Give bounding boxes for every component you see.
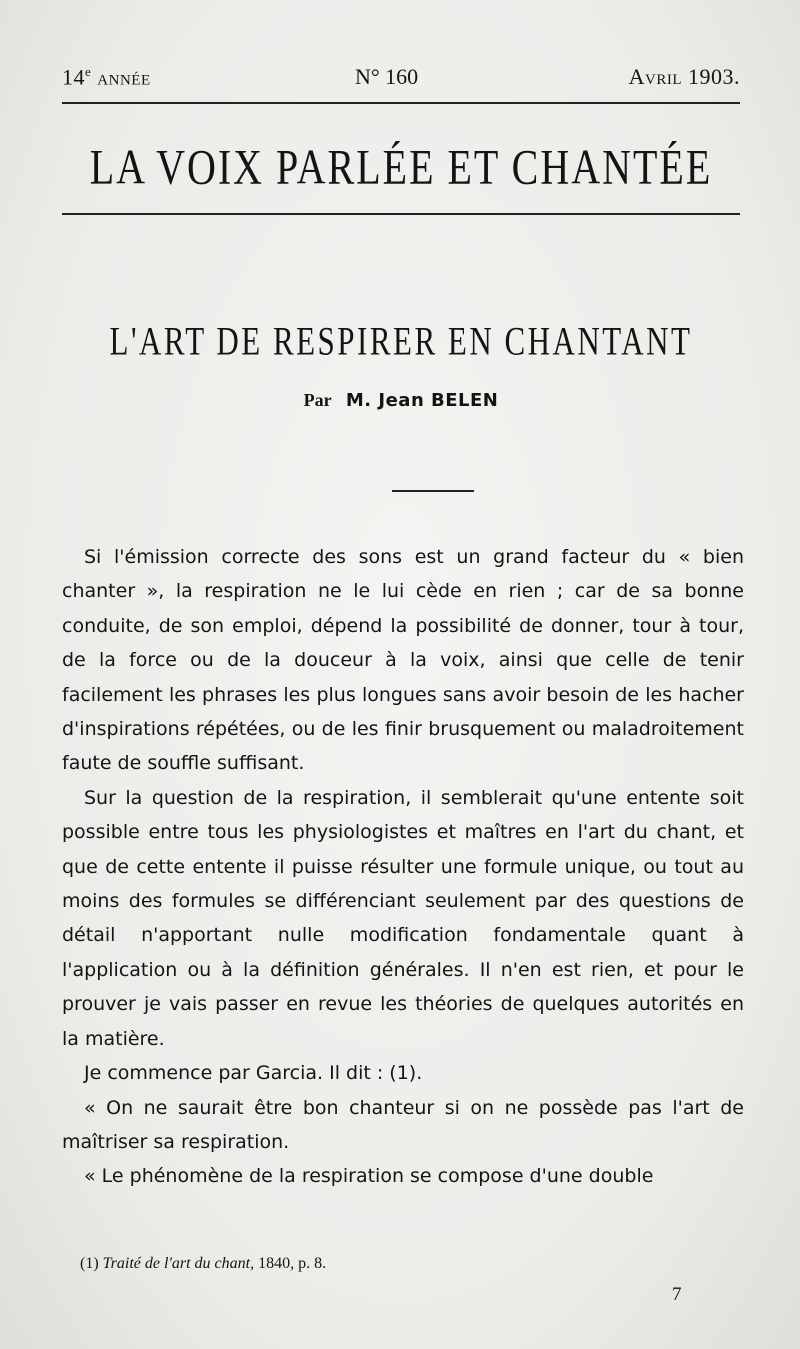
footnote-title: Traité de l'art du chant, [102, 1255, 255, 1272]
year-label: 14e ANNÉE [62, 64, 151, 90]
author-name: M. Jean BELEN [345, 390, 499, 411]
paragraph: Je commence par Garcia. Il dit : (1). [84, 1062, 423, 1085]
article-title: L'ART DE RESPIRER EN CHANTANT [109, 318, 693, 364]
title-rule [62, 213, 740, 215]
footnote-marker: (1) [80, 1255, 99, 1272]
paragraph: Sur la question de la respiration, il semblerait qu'une entente soit possible entre tous les physiologistes et maîtres en l'art du chant, et que de cette entente il puisse résulter une formule unique, ou tout au moins des formules se différenciant seulement par des questions de détail n'apportant nulle modification fondamentale quant à l'application ou à la définition générales. Il n'en est rien, et pour le prouver je vais passer en revue les théories de quelques autorités en la matière. [62, 786, 744, 1050]
article-body [62, 540, 744, 1194]
footnote [80, 1255, 680, 1273]
paragraph: Si l'émission correcte des sons est un grand facteur du « bien chanter », la respiration ne le lui cède en rien ; car de sa bonne conduite, de son emploi, dépend la possibilité de donner, tour à tour, de la force ou de la douceur à la voix, ainsi que celle de tenir facilement les phrases les plus longues sans avoir besoin de les hacher d'inspirations répétées, ou de les finir brusquement ou maladroitement faute de souffle suffisant. [62, 546, 744, 775]
page-number: 7 [672, 1284, 682, 1305]
paragraph: « Le phénomène de la respiration se compose d'une double [84, 1165, 654, 1188]
byline-prefix: Par [303, 390, 332, 410]
issue-date: Avril 1903. [628, 64, 740, 89]
issue-number: N° 160 [355, 64, 419, 89]
masthead [62, 64, 740, 94]
footnote-rest: 1840, p. 8. [258, 1255, 327, 1272]
section-divider [392, 490, 474, 492]
top-rule [62, 102, 740, 104]
journal-title: LA VOIX PARLÉE ET CHANTÉE [89, 138, 713, 195]
byline [62, 390, 740, 411]
paragraph: « On ne saurait être bon chanteur si on ne possède pas l'art de maîtriser sa respiration. [62, 1096, 744, 1153]
